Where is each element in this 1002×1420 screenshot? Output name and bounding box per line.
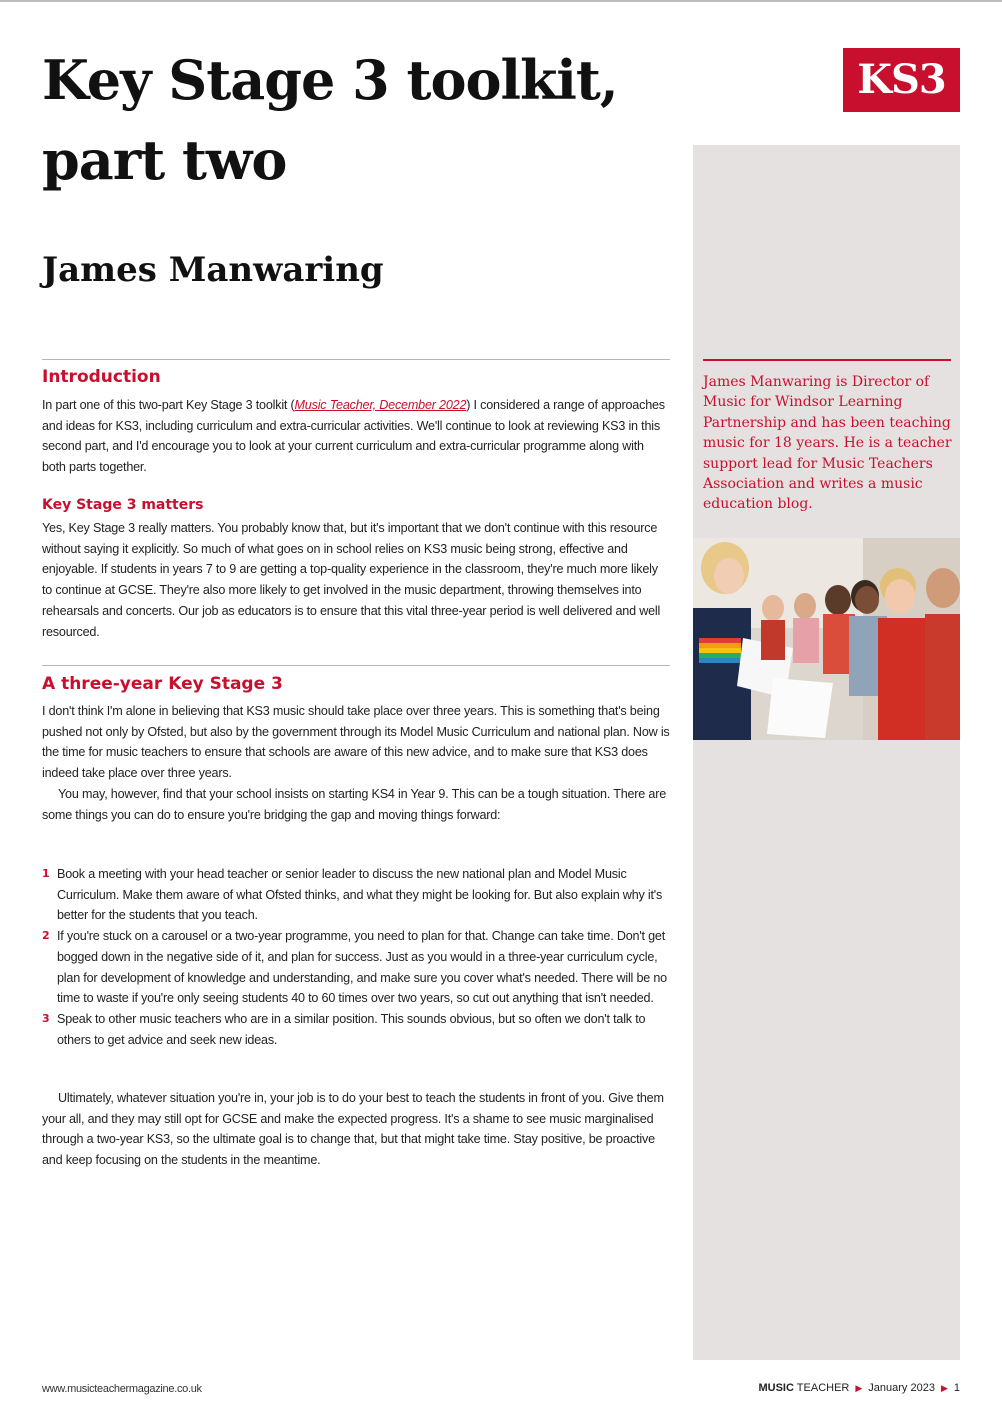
title-line-1: Key Stage 3 toolkit, bbox=[42, 48, 618, 112]
sidebar-divider bbox=[703, 359, 951, 361]
ks3-matters-body bbox=[42, 518, 670, 642]
intro-text-end: ) I considered a range of approaches and ideas for KS3, including curriculum and extra-curricular activities. We'll continue to look at reviewing KS3 in this second part, and I'd encourage you to look at your current curriculum and extra-curricular programme along with both parts together. bbox=[42, 398, 665, 475]
article-title bbox=[42, 40, 662, 200]
list-item-text: Book a meeting with your head teacher or senior leader to discuss the new national plan and Model Music Curriculum. Make them aware of what Ofsted thinks, and what they might be looking for. But also explain why it's better for the students that you teach. bbox=[57, 867, 663, 923]
triangle-right-icon: ▶ bbox=[940, 1382, 948, 1393]
sidebar-panel bbox=[693, 145, 960, 1360]
list-item-number: 1 bbox=[42, 867, 50, 880]
steps-list-wrapper bbox=[42, 864, 670, 1050]
steps-list bbox=[42, 864, 670, 1050]
list-item bbox=[42, 864, 670, 926]
triangle-right-icon: ▶ bbox=[855, 1382, 863, 1393]
page-number: 1 bbox=[953, 1382, 960, 1394]
list-item bbox=[42, 1009, 670, 1050]
issue-reference-link[interactable]: Music Teacher, December 2022 bbox=[294, 398, 467, 412]
author-bio: James Manwaring is Director of Music for Windsor Learning Partnership and has been teaching music for 18 years. He is a teacher support lead for Music Teachers Association and writes a music education blog. bbox=[703, 374, 952, 513]
list-item bbox=[42, 926, 670, 1009]
introduction-body bbox=[42, 395, 670, 478]
footer-masthead bbox=[758, 1382, 960, 1394]
list-item-number: 3 bbox=[42, 1011, 50, 1025]
closing-body bbox=[42, 1088, 670, 1171]
list-item-number: 2 bbox=[42, 929, 50, 943]
footer-website[interactable]: www.musicteachermagazine.co.uk bbox=[42, 1383, 202, 1395]
section-divider bbox=[42, 665, 670, 666]
title-line-2: part two bbox=[42, 128, 287, 192]
introduction-heading: Introduction bbox=[42, 367, 161, 387]
list-item-text: If you're stuck on a carousel or a two-year programme, you need to plan for that. Change can take time. Don't get bogged down in the negative side of it, and plan for success. Just as you would in a three-year curriculum cycle, plan for development of knowledge and understanding, and make sure you cover what's needed. There will be no time to waste if you're only seeing students 40 to 60 times over two years, so cut out anything that isn't needed. bbox=[57, 929, 667, 1006]
closing-paragraph: Ultimately, whatever situation you're in, your job is to do your best to teach the students in front of you. Give them your all, and they may still opt for GCSE and make the expected progress. It's a shame to see music marginalised through a two-year KS3, so the ultimate goal is to change that, but that might take time. Stay positive, be proactive and keep focusing on the students in the meantime. bbox=[42, 1091, 664, 1168]
magazine-name: MUSIC TEACHER bbox=[758, 1382, 850, 1394]
issue-date: January 2023 bbox=[868, 1382, 935, 1394]
ks3-badge: KS3 bbox=[843, 48, 960, 112]
three-year-paragraph-2: You may, however, find that your school insists on starting KS4 in Year 9. This can be a tough situation. There are some things you can do to ensure you're bridging the gap and moving things forward: bbox=[42, 786, 667, 822]
photo-classroom-singing-icon bbox=[693, 538, 960, 740]
ks3-matters-paragraph: Yes, Key Stage 3 really matters. You probably know that, but it's important that we don't continue with this resource without saying it explicitly. So much of what goes on in school relies on KS3 music being strong, effective and enjoyable. If students in years 7 to 9 are getting a top-quality experience in the classroom, they're much more likely to continue at GCSE. They're also more likely to get involved in the music department, throwing themselves into rehearsals and concerts. Our job as educators is to ensure that this vital three-year period is well delivered and well resourced. bbox=[42, 521, 661, 639]
introduction-paragraph bbox=[42, 395, 670, 478]
list-item-text: Speak to other music teachers who are in a similar position. This sounds obvious, but so often we don't talk to others to get advice and seek new ideas. bbox=[57, 1011, 646, 1047]
ks3-matters-heading: Key Stage 3 matters bbox=[42, 497, 204, 513]
three-year-paragraph-1: I don't think I'm alone in believing that KS3 music should take place over three years. This is something that's being pushed not only by Ofsted, but also by the government through its Model Music Curriculum and national plan. Now is the time for music teachers to ensure that schools are aware of this new advice, and to make sure that KS3 does indeed take place over three years. bbox=[42, 704, 670, 781]
three-year-heading: A three-year Key Stage 3 bbox=[42, 674, 283, 694]
three-year-body bbox=[42, 701, 670, 825]
author-name: James Manwaring bbox=[42, 250, 384, 290]
section-divider bbox=[42, 359, 670, 360]
intro-text-start: In part one of this two-part Key Stage 3 toolkit ( bbox=[42, 398, 295, 412]
top-border bbox=[0, 0, 1002, 2]
